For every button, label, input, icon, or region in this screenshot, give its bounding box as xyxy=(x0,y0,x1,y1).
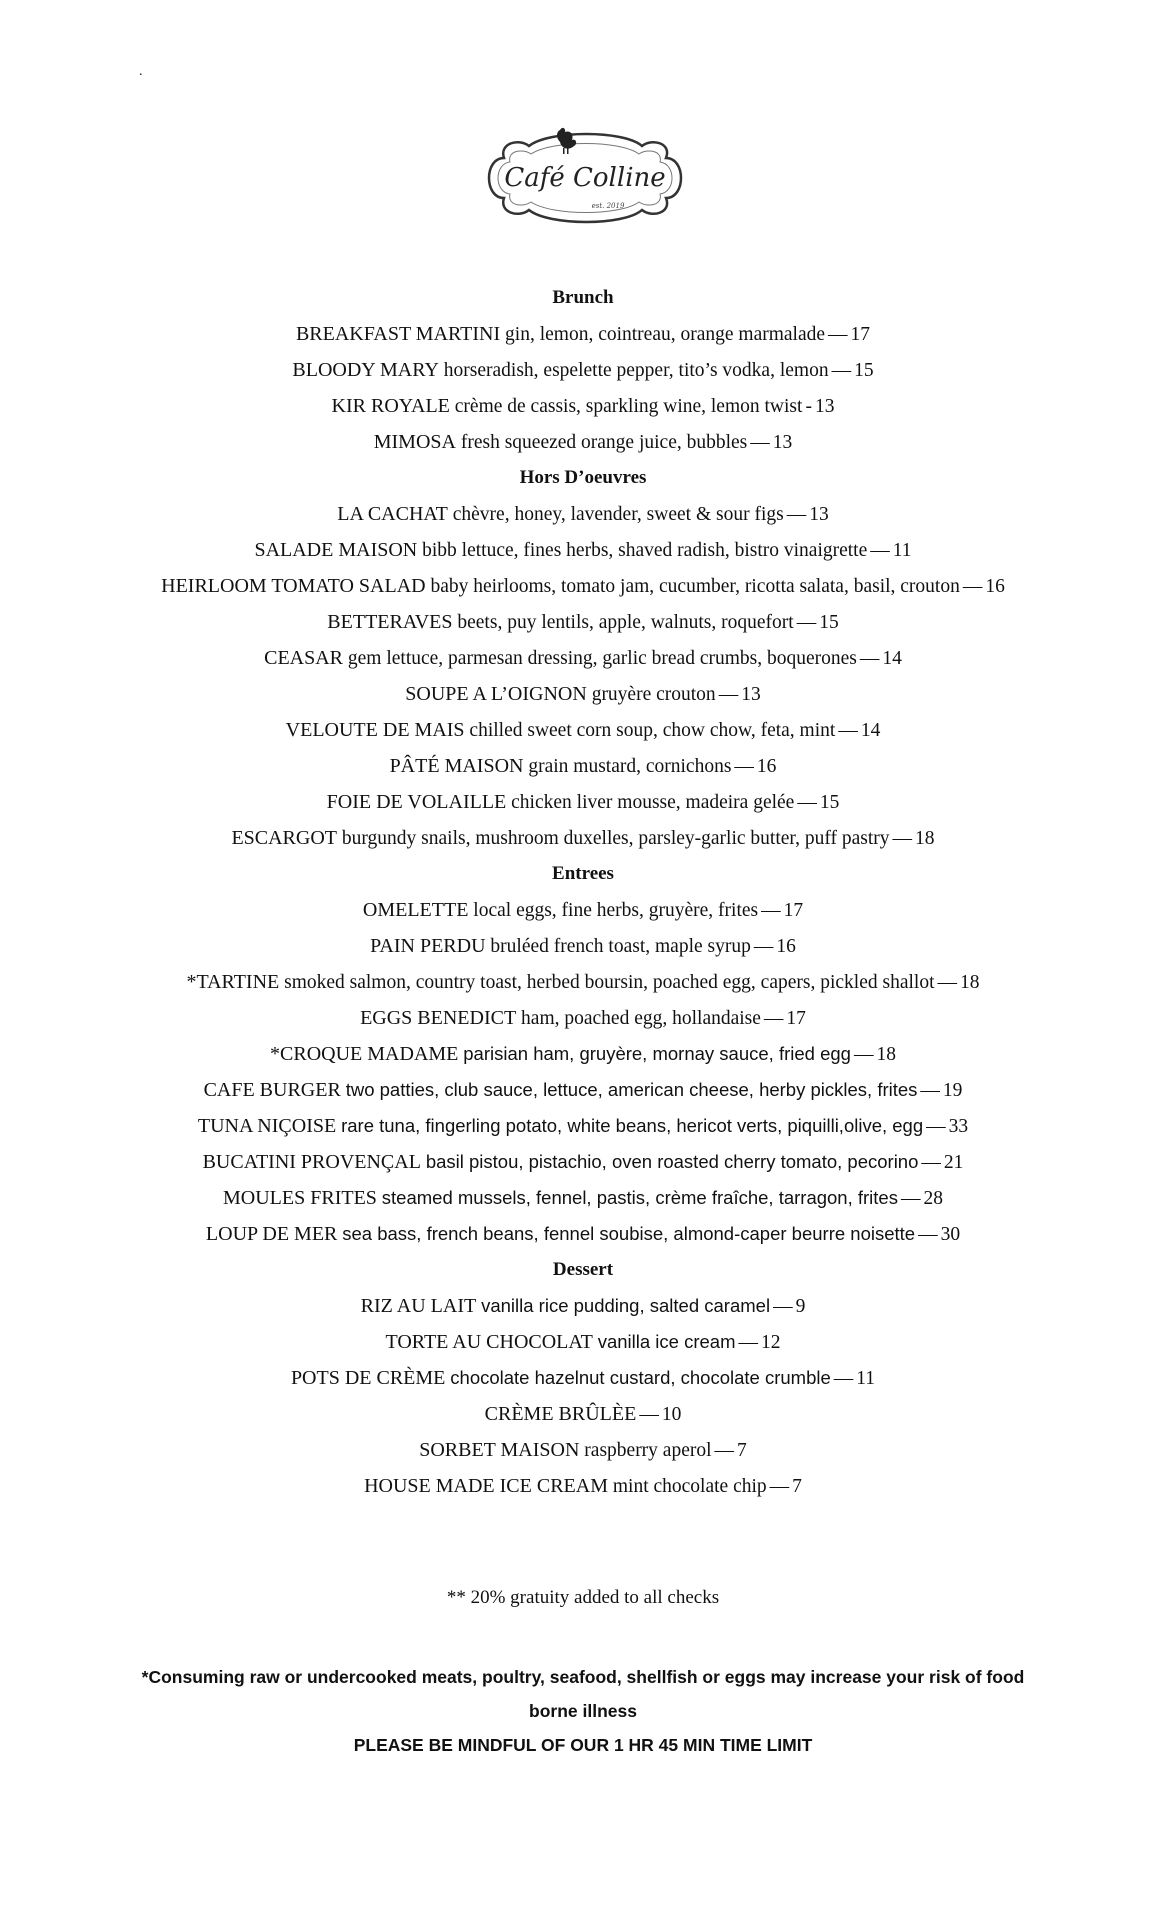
section-title: Hors D’oeuvres xyxy=(519,467,647,488)
item-description: chèvre, honey, lavender, sweet & sour figs xyxy=(452,504,784,525)
menu-item xyxy=(0,424,1166,460)
item-description: rare tuna, fingerling potato, white beans, hericot verts, piquilli,olive, egg xyxy=(341,1115,924,1136)
item-name: TUNA NIÇOISE xyxy=(197,1115,337,1137)
item-name: ESCARGOT xyxy=(231,827,338,849)
menu-item xyxy=(0,964,1166,1000)
menu-item xyxy=(0,1432,1166,1468)
menu-item xyxy=(0,1072,1166,1108)
price-separator: — xyxy=(639,1404,659,1425)
item-name: MIMOSA xyxy=(373,431,456,453)
raw-food-warning: *Consuming raw or undercooked meats, poultry, seafood, shellfish or eggs may increase your risk of food borne illness xyxy=(141,1667,1025,1721)
price-separator: — xyxy=(718,684,739,705)
item-price: 17 xyxy=(786,1008,806,1029)
menu-section xyxy=(0,460,1166,856)
menu-body xyxy=(0,280,1166,1504)
menu-item xyxy=(0,892,1166,928)
item-price: 11 xyxy=(892,540,912,561)
item-price: 7 xyxy=(737,1440,747,1461)
item-name: LOUP DE MER xyxy=(205,1223,338,1245)
item-name: VELOUTE DE MAIS xyxy=(285,719,465,741)
item-price: 21 xyxy=(943,1152,964,1173)
price-separator: — xyxy=(797,792,817,813)
price-separator: — xyxy=(738,1332,758,1353)
item-description: grain mustard, cornichons xyxy=(528,756,732,777)
price-separator: — xyxy=(859,648,880,669)
price-separator: — xyxy=(853,1044,874,1065)
menu-item xyxy=(0,676,1166,712)
menu-item xyxy=(0,1000,1166,1036)
item-description: vanilla rice pudding, salted caramel xyxy=(481,1295,771,1316)
item-description: smoked salmon, country toast, herbed boursin, poached egg, capers, pickled shallot xyxy=(284,972,935,993)
menu-item xyxy=(0,1144,1166,1180)
item-description: basil pistou, pistachio, oven roasted cherry tomato, pecorino xyxy=(425,1151,919,1172)
item-price: 15 xyxy=(854,360,874,381)
menu-item xyxy=(0,1396,1166,1432)
item-description: chicken liver mousse, madeira gelée xyxy=(511,792,795,813)
price-separator: — xyxy=(773,1296,793,1317)
item-price: 15 xyxy=(819,612,839,633)
item-description: burgundy snails, mushroom duxelles, parsley-garlic butter, puff pastry xyxy=(341,828,890,849)
menu-section xyxy=(0,856,1166,1252)
cafe-colline-logo xyxy=(474,118,696,238)
item-description: fresh squeezed orange juice, bubbles xyxy=(460,432,748,453)
price-separator: — xyxy=(918,1224,938,1245)
menu-item xyxy=(0,1468,1166,1504)
price-separator: — xyxy=(921,1152,941,1173)
menu-item xyxy=(0,568,1166,604)
item-price: 14 xyxy=(882,648,902,669)
menu-item xyxy=(0,352,1166,388)
item-description: baby heirlooms, tomato jam, cucumber, ricotta salata, basil, crouton xyxy=(430,576,960,597)
price-separator: — xyxy=(962,576,983,597)
item-price: 33 xyxy=(948,1116,969,1137)
menu-item xyxy=(0,532,1166,568)
item-price: 17 xyxy=(850,324,871,345)
price-separator: - xyxy=(805,396,812,417)
menu-item xyxy=(0,712,1166,748)
menu-section xyxy=(0,1252,1166,1504)
price-separator: — xyxy=(769,1476,790,1497)
time-limit-notice: PLEASE BE MINDFUL OF OUR 1 HR 45 MIN TIME LIMIT xyxy=(353,1735,813,1755)
item-name: SALADE MAISON xyxy=(254,539,418,561)
item-description: two patties, club sauce, lettuce, american cheese, herby pickles, frites xyxy=(345,1079,918,1100)
item-description: mint chocolate chip xyxy=(612,1476,767,1497)
item-price: 11 xyxy=(856,1368,876,1389)
price-separator: — xyxy=(761,900,781,921)
menu-item xyxy=(0,1288,1166,1324)
price-separator: — xyxy=(786,504,807,525)
price-separator: — xyxy=(920,1080,940,1101)
item-name: FOIE DE VOLAILLE xyxy=(326,791,507,813)
price-separator: — xyxy=(937,972,957,993)
item-description: steamed mussels, fennel, pastis, crème fraîche, tarragon, frites xyxy=(381,1187,898,1208)
menu-item xyxy=(0,1180,1166,1216)
menu-item xyxy=(0,748,1166,784)
item-name: CEASAR xyxy=(264,647,344,669)
price-separator: — xyxy=(900,1188,921,1209)
item-price: 10 xyxy=(661,1404,682,1425)
item-price: 13 xyxy=(814,396,835,417)
gratuity-note: ** 20% gratuity added to all checks xyxy=(446,1587,720,1608)
price-separator: — xyxy=(763,1008,784,1029)
price-separator: — xyxy=(714,1440,735,1461)
price-separator: — xyxy=(892,828,913,849)
item-description: parisian ham, gruyère, mornay sauce, fried egg xyxy=(463,1043,851,1064)
item-price: 13 xyxy=(741,684,761,705)
item-name: EGGS BENEDICT xyxy=(360,1007,517,1029)
item-price: 9 xyxy=(795,1296,806,1317)
item-price: 17 xyxy=(783,900,804,921)
logo-est: est. 2019 xyxy=(591,202,625,210)
item-description: chilled sweet corn soup, chow chow, feta, mint xyxy=(469,720,836,741)
menu-item xyxy=(0,928,1166,964)
item-price: 13 xyxy=(772,432,793,453)
item-name: PAIN PERDU xyxy=(370,935,486,957)
item-price: 18 xyxy=(876,1044,896,1065)
item-description: ham, poached egg, hollandaise xyxy=(521,1008,761,1029)
menu-item xyxy=(0,316,1166,352)
item-name: BREAKFAST MARTINI xyxy=(295,323,501,345)
item-name: OMELETTE xyxy=(362,899,469,921)
item-description: sea bass, french beans, fennel soubise, almond-caper beurre noisette xyxy=(342,1223,916,1244)
item-price: 18 xyxy=(959,972,980,993)
price-separator: — xyxy=(750,432,770,453)
price-separator: — xyxy=(734,756,754,777)
menu-item xyxy=(0,604,1166,640)
item-price: 19 xyxy=(942,1080,963,1101)
item-name: POTS DE CRÈME xyxy=(290,1367,446,1389)
menu-item xyxy=(0,1216,1166,1252)
stray-mark: . xyxy=(139,64,143,79)
item-description: crème de cassis, sparkling wine, lemon twist xyxy=(454,396,803,417)
price-separator: — xyxy=(838,720,858,741)
section-title: Dessert xyxy=(552,1259,614,1280)
price-separator: — xyxy=(828,324,848,345)
item-price: 12 xyxy=(760,1332,781,1353)
item-price: 16 xyxy=(776,936,796,957)
item-price: 14 xyxy=(860,720,881,741)
item-name: TORTE AU CHOCOLAT xyxy=(385,1331,593,1353)
item-name: KIR ROYALE xyxy=(331,395,450,417)
item-name: *TARTINE xyxy=(186,971,280,993)
item-price: 30 xyxy=(940,1224,961,1245)
item-description: local eggs, fine herbs, gruyère, frites xyxy=(473,900,759,921)
menu-item xyxy=(0,496,1166,532)
food-safety-warning xyxy=(120,1660,1046,1762)
menu-item xyxy=(0,1324,1166,1360)
item-price: 7 xyxy=(792,1476,802,1497)
price-separator: — xyxy=(831,360,852,381)
menu-item xyxy=(0,640,1166,676)
item-name: MOULES FRITES xyxy=(223,1187,377,1209)
price-separator: — xyxy=(833,1368,854,1389)
item-price: 16 xyxy=(985,576,1005,597)
item-price: 18 xyxy=(915,828,935,849)
price-separator: — xyxy=(870,540,890,561)
item-description: bibb lettuce, fines herbs, shaved radish, bistro vinaigrette xyxy=(422,540,868,561)
item-name: SOUPE A L’OIGNON xyxy=(405,683,587,705)
item-name: *CROQUE MADAME xyxy=(270,1043,459,1065)
logo-wordmark: Café Colline xyxy=(504,163,666,193)
menu-item xyxy=(0,1108,1166,1144)
section-title: Brunch xyxy=(552,287,614,308)
item-description: raspberry aperol xyxy=(584,1440,712,1461)
menu-item xyxy=(0,1036,1166,1072)
item-price: 13 xyxy=(809,504,829,525)
item-name: PÂTÉ MAISON xyxy=(389,755,524,777)
item-description: bruléed french toast, maple syrup xyxy=(490,936,751,957)
item-name: BUCATINI PROVENÇAL xyxy=(202,1151,421,1173)
item-description: vanilla ice cream xyxy=(597,1331,736,1352)
item-description: horseradish, espelette pepper, tito’s vodka, lemon xyxy=(443,360,829,381)
item-description: chocolate hazelnut custard, chocolate crumble xyxy=(450,1367,831,1388)
item-name: BETTERAVES xyxy=(327,611,453,633)
item-name: LA CACHAT xyxy=(337,503,448,525)
item-name: HOUSE MADE ICE CREAM xyxy=(364,1475,608,1497)
menu-section xyxy=(0,280,1166,460)
item-description: gem lettuce, parmesan dressing, garlic bread crumbs, boquerones xyxy=(347,648,857,669)
item-name: HEIRLOOM TOMATO SALAD xyxy=(161,575,426,597)
price-separator: — xyxy=(796,612,817,633)
item-price: 15 xyxy=(819,792,840,813)
item-name: CAFE BURGER xyxy=(203,1079,341,1101)
item-description: beets, puy lentils, apple, walnuts, roquefort xyxy=(457,612,794,633)
price-separator: — xyxy=(926,1116,946,1137)
menu-item xyxy=(0,388,1166,424)
item-name: CRÈME BRÛLÈE xyxy=(484,1403,637,1425)
item-name: RIZ AU LAIT xyxy=(360,1295,477,1317)
item-price: 16 xyxy=(756,756,777,777)
section-title: Entrees xyxy=(552,863,614,884)
menu-item xyxy=(0,784,1166,820)
menu-item xyxy=(0,820,1166,856)
item-price: 28 xyxy=(923,1188,943,1209)
menu-item xyxy=(0,1360,1166,1396)
item-name: SORBET MAISON xyxy=(419,1439,580,1461)
item-description: gruyère crouton xyxy=(591,684,716,705)
price-separator: — xyxy=(753,936,774,957)
item-name: BLOODY MARY xyxy=(292,359,439,381)
item-description: gin, lemon, cointreau, orange marmalade xyxy=(505,324,826,345)
